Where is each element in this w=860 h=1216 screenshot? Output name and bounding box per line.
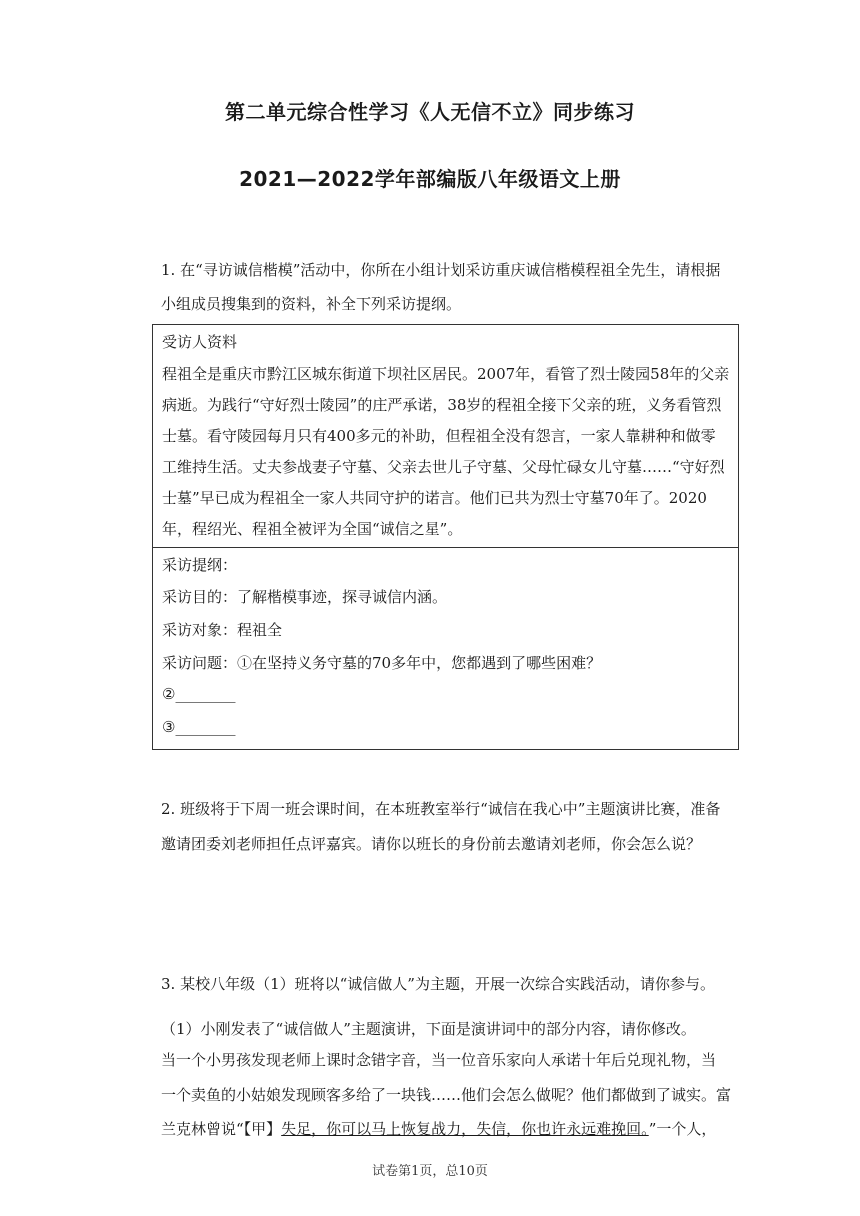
question-2-line-2: 邀请团委刘老师担任点评嘉宾。请你以班长的身份前去邀请刘老师，你会怎么说？ [161,835,702,853]
info-line: 士墓。看守陵园每月只有400多元的补助，但程祖全没有怨言，一家人靠耕种和做零 [162,427,716,445]
outline-question-1: 采访问题：①在坚持义务守墓的70多年中，您都遇到了哪些困难？ [162,654,602,672]
outline-purpose: 采访目的：了解楷模事迹，探寻诚信内涵。 [162,588,448,606]
info-line: 年，程绍光、程祖全被评为全国“诚信之星”。 [162,520,463,538]
info-line: 士墓”早已成为程祖全一家人共同守护的诺言。他们已共为烈士守墓70年了。2020 [162,489,707,507]
question-3-line-1: 3. 某校八年级（1）班将以“诚信做人”为主题，开展一次综合实践活动，请你参与。 [161,975,715,993]
info-line: 程祖全是重庆市黔江区城东街道下坝社区居民。2007年，看管了烈士陵园58年的父亲 [162,365,730,383]
speech-quote-suffix: ”一个人， [648,1120,717,1138]
outline-question-3-blank: ③________ [162,718,236,736]
page-footer: 试卷第1页，总10页 [372,1164,488,1179]
speech-line-2: 一个卖鱼的小姑娘发现顾客多给了一块钱……他们会怎么做呢？他们都做到了诚实。富 [161,1086,732,1104]
question-1-line-1: 1. 在“寻访诚信楷模”活动中，你所在小组计划采访重庆诚信楷模程祖全先生，请根据 [161,261,721,279]
outline-header: 采访提纲： [162,556,238,574]
interview-outline-box [152,547,739,750]
title-sub: 2021—2022学年部编版八年级语文上册 [239,167,621,191]
underlined-quote: 失足，你可以马上恢复战力，失信，你也许永远难挽回。 [281,1120,649,1138]
outline-question-2-blank: ②________ [162,685,236,703]
question-1-line-2: 小组成员搜集到的资料，补全下列采访提纲。 [161,295,462,313]
speech-quote-prefix: 兰克林曾说“【甲】 [161,1120,282,1138]
title-main: 第二单元综合性学习《人无信不立》同步练习 [225,100,635,124]
question-2-line-1: 2. 班级将于下周一班会课时间，在本班教室举行“诚信在我心中”主题演讲比赛，准备 [161,800,721,818]
info-line: 工维持生活。丈夫参战妻子守墓、父亲去世儿子守墓、父母忙碌女儿守墓……“守好烈 [162,458,725,476]
speech-line-3 [161,1111,741,1147]
question-3-line-2: （1）小刚发表了“诚信做人”主题演讲，下面是演讲词中的部分内容，请你修改。 [161,1020,696,1038]
box-header: 受访人资料 [162,333,238,351]
speech-line-1: 当一个小男孩发现老师上课时念错字音，当一位音乐家向人承诺十年后兑现礼物，当 [161,1051,717,1069]
info-line: 病逝。为践行“守好烈士陵园”的庄严承诺，38岁的程祖全接下父亲的班，义务看管烈 [162,396,722,414]
outline-target: 采访对象：程祖全 [162,621,283,639]
interviewee-info-box [152,324,739,548]
